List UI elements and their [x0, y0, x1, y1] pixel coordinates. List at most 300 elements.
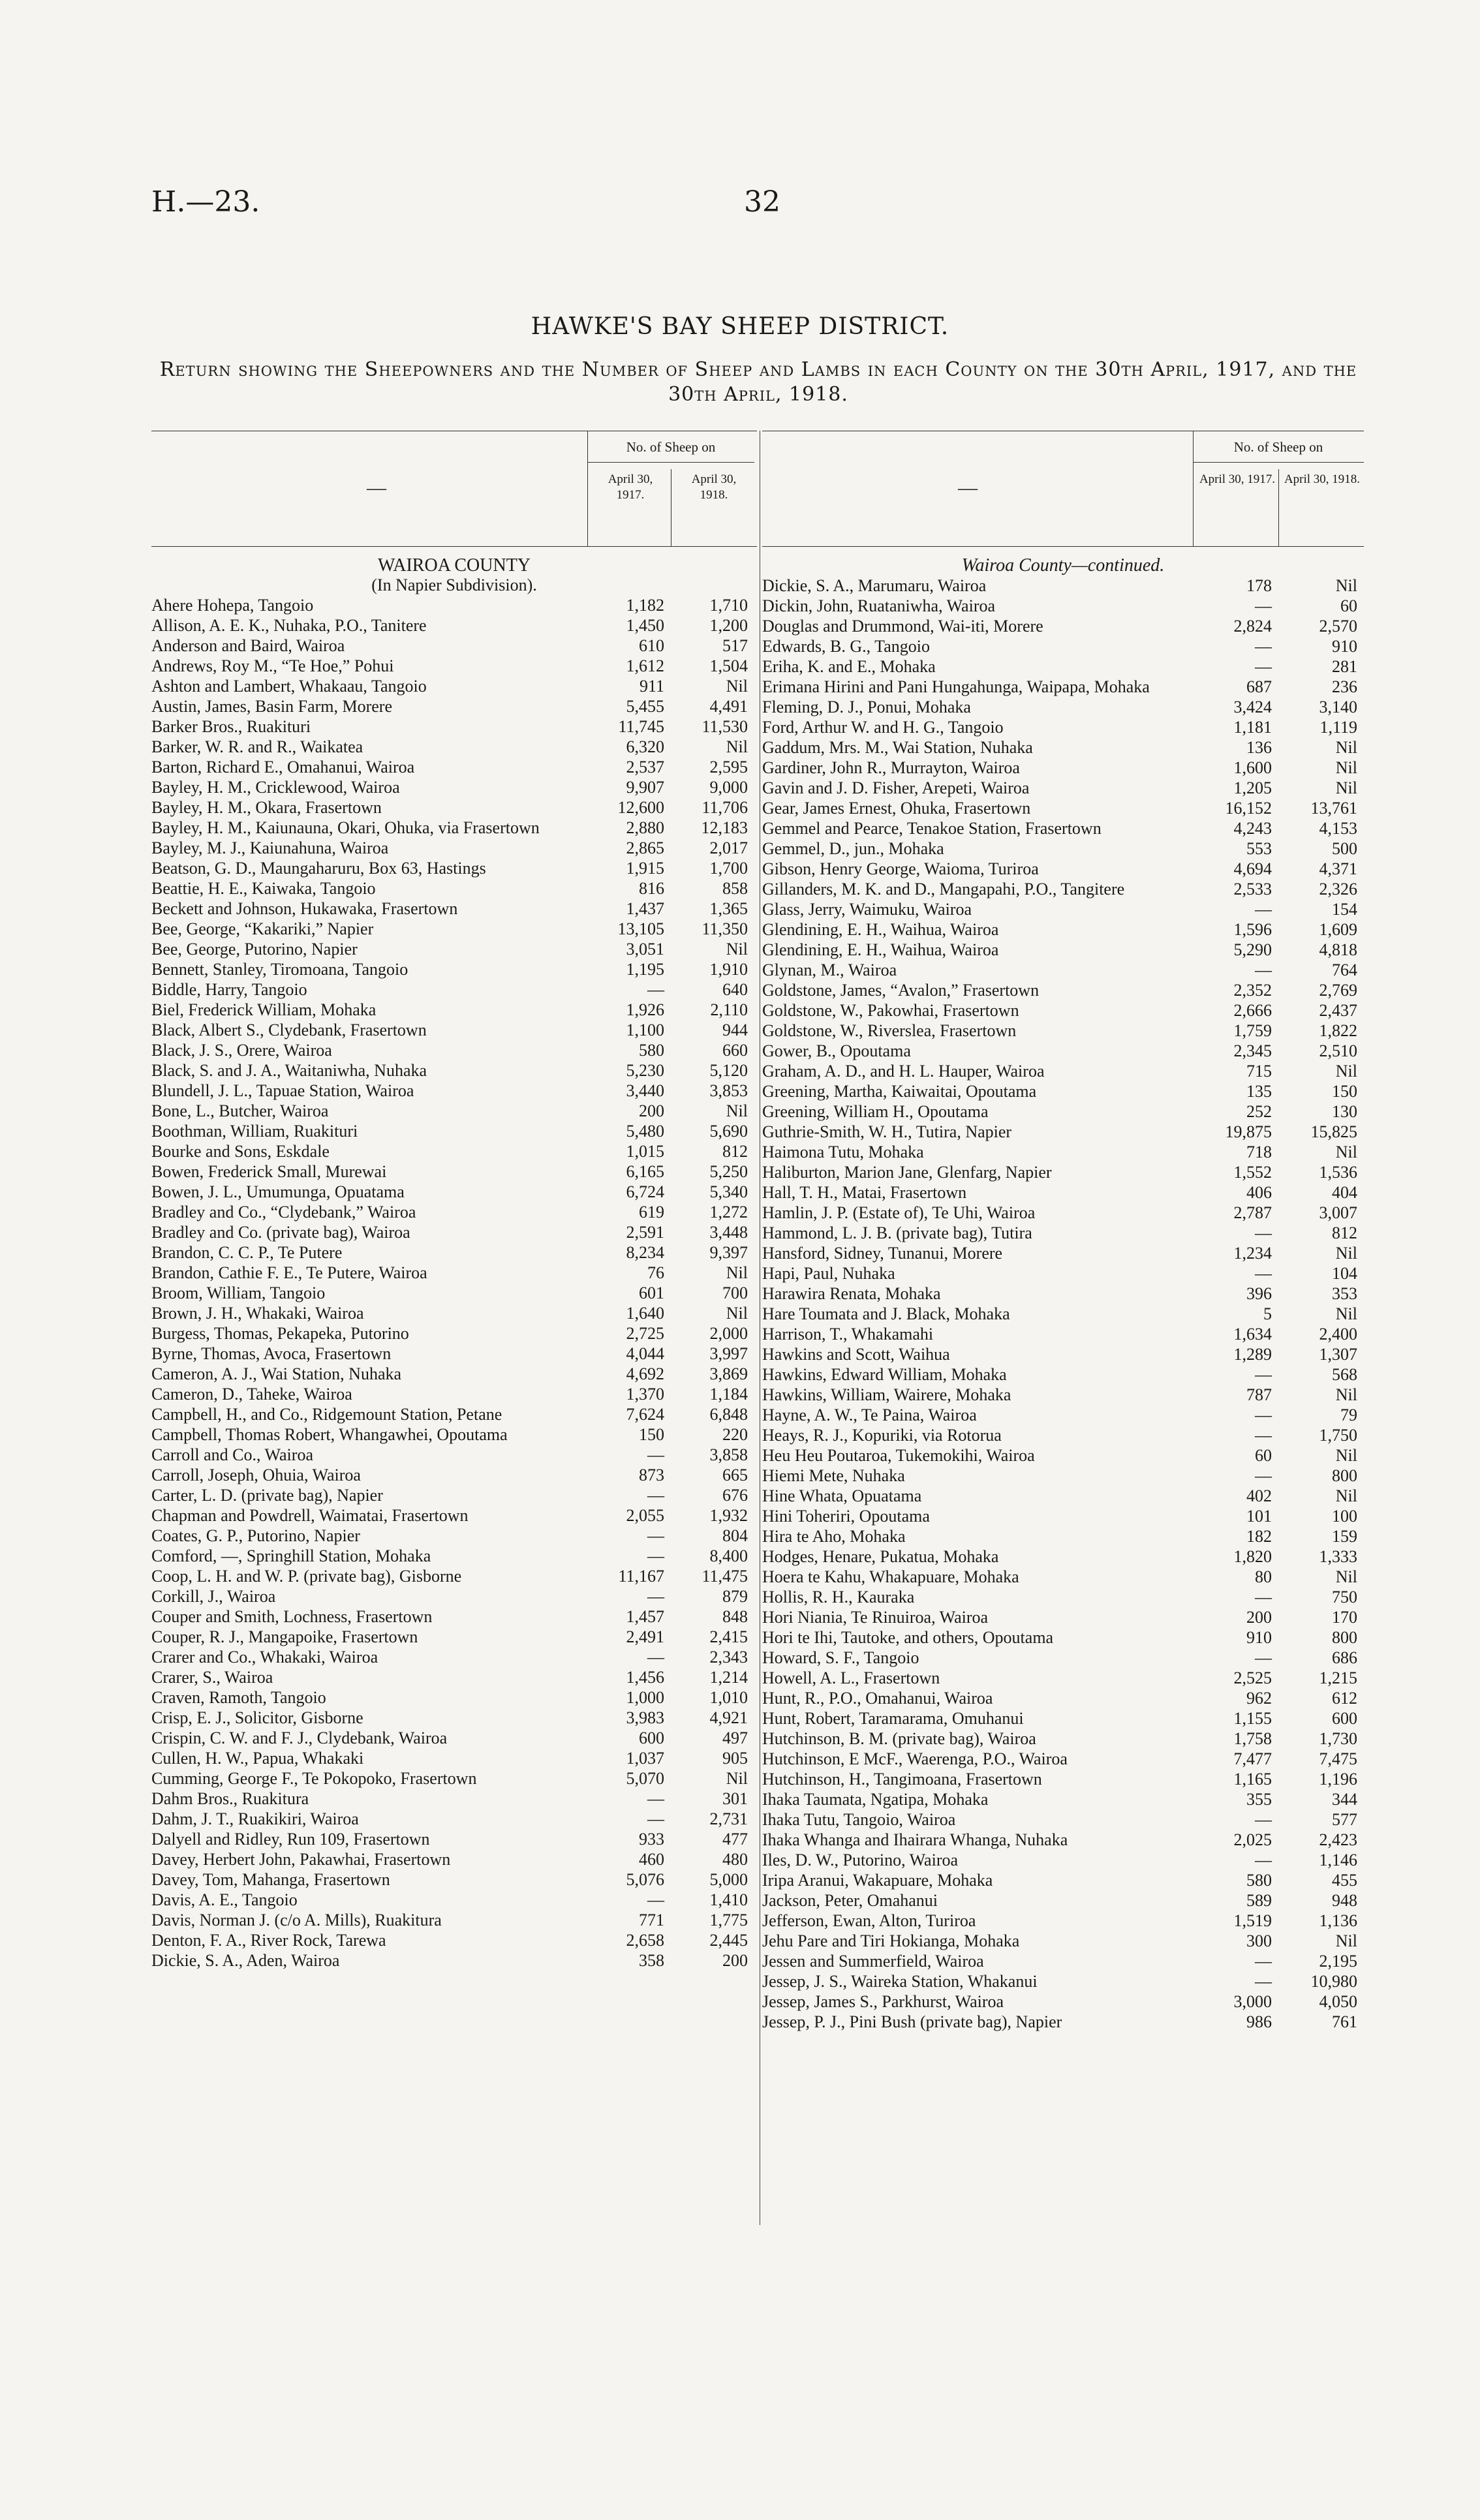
sheep-count-1918: 11,706 — [701, 798, 748, 817]
sheep-count-1918: 2,110 — [710, 1000, 748, 1019]
sheep-count-1918: 750 — [1332, 1588, 1357, 1606]
sheep-count-1917: — — [647, 1445, 664, 1464]
owner-name: Bayley, H. M., Cricklewood, Wairoa — [151, 778, 400, 797]
table-row — [762, 737, 1364, 758]
sheep-count-1917: 5,230 — [626, 1061, 664, 1080]
owner-name: Hira te Aho, Mohaka — [762, 1527, 906, 1546]
table-row — [762, 1769, 1364, 1789]
sheep-count-1918: 4,153 — [1319, 819, 1357, 838]
section-subtitle: (In Napier Subdivision). — [371, 576, 537, 594]
owner-name: Barker Bros., Ruakituri — [151, 717, 311, 736]
table-row — [151, 1202, 757, 1222]
table-row — [151, 1647, 757, 1667]
sheep-count-1917: 4,044 — [626, 1344, 664, 1363]
section-title: WAIROA COUNTY — [377, 555, 531, 576]
sheep-count-1917: 1,926 — [626, 1000, 664, 1019]
owner-name: Hini Toheriri, Opoutama — [762, 1507, 930, 1526]
owner-name: Crarer, S., Wairoa — [151, 1668, 273, 1687]
sheep-count-1917: 5,076 — [626, 1870, 664, 1889]
owner-name: Hine Whata, Opuatama — [762, 1486, 922, 1505]
table-row — [762, 576, 1364, 596]
owner-name: Iripa Aranui, Wakapuare, Mohaka — [762, 1871, 993, 1890]
table-row — [151, 1809, 757, 1829]
table-row — [762, 1000, 1364, 1021]
sheep-count-1917: 1,195 — [626, 960, 664, 979]
sheep-count-1918: 104 — [1332, 1264, 1357, 1283]
sheep-count-1917: 19,875 — [1225, 1122, 1272, 1141]
table-row — [762, 818, 1364, 838]
sheep-count-1917: 406 — [1246, 1183, 1272, 1202]
owner-name: Brown, J. H., Whakaki, Wairoa — [151, 1304, 364, 1323]
table-row — [762, 1587, 1364, 1607]
owner-name: Heu Heu Poutaroa, Tukemokihi, Wairoa — [762, 1446, 1035, 1465]
sheep-count-1917: 1,437 — [626, 899, 664, 918]
owner-name: Gemmel and Pearce, Tenakoe Station, Frasertown — [762, 819, 1102, 838]
table-row — [762, 1870, 1364, 1890]
owner-name: Beatson, G. D., Maungaharuru, Box 63, Hastings — [151, 859, 486, 878]
sheep-count-1918: 236 — [1332, 677, 1357, 696]
sheep-count-1917: 1,450 — [626, 616, 664, 635]
sheep-count-1918: 1,184 — [709, 1385, 748, 1404]
sheep-count-1918: 3,853 — [709, 1081, 748, 1100]
table-row — [762, 1405, 1364, 1425]
table-row — [762, 1466, 1364, 1486]
table-row — [762, 717, 1364, 737]
table-row — [762, 1101, 1364, 1122]
sheep-count-1917: — — [1255, 1588, 1272, 1606]
sheep-count-1917: 1,820 — [1233, 1547, 1272, 1566]
sheep-count-1917: — — [1255, 1851, 1272, 1869]
owner-name: Jessep, J. S., Waireka Station, Whakanui — [762, 1972, 1038, 1991]
sheep-count-1918: 910 — [1332, 637, 1357, 656]
table-row — [151, 1020, 757, 1040]
sheep-count-1918: Nil — [1335, 1931, 1357, 1950]
sheep-count-1918: 1,136 — [1319, 1911, 1357, 1930]
table-row — [151, 737, 757, 757]
sheep-count-1917: 962 — [1246, 1689, 1272, 1708]
sheep-count-1918: 800 — [1332, 1466, 1357, 1485]
owner-name: Dalyell and Ridley, Run 109, Frasertown — [151, 1830, 430, 1849]
sheep-count-1917: 2,725 — [626, 1324, 664, 1343]
sheep-count-1918: 1,775 — [709, 1911, 748, 1929]
sheep-count-1917: 718 — [1246, 1143, 1272, 1161]
sheep-count-1917: 910 — [1246, 1628, 1272, 1647]
sheep-count-1918: 1,710 — [709, 596, 748, 615]
table-row — [762, 1283, 1364, 1304]
sheep-count-1918: 905 — [722, 1749, 748, 1768]
sheep-count-1918: 4,491 — [709, 697, 748, 716]
sheep-count-1918: 879 — [722, 1587, 748, 1606]
sheep-count-1917: 2,025 — [1233, 1830, 1272, 1849]
sheep-count-1918: 944 — [722, 1021, 748, 1039]
sheep-count-1918: Nil — [1335, 1244, 1357, 1263]
owner-name: Hutchinson, E McF., Waerenga, P.O., Wairoa — [762, 1749, 1068, 1768]
owner-name: Greening, Martha, Kaiwaitai, Opoutama — [762, 1082, 1037, 1101]
sheep-count-1917: — — [1255, 1365, 1272, 1384]
table-row — [762, 1364, 1364, 1385]
table-row — [151, 1263, 757, 1283]
sheep-count-1918: 858 — [722, 879, 748, 898]
sheep-count-1917: 2,666 — [1233, 1001, 1272, 1020]
sheep-count-1918: 9,000 — [709, 778, 748, 797]
table-row — [151, 1667, 757, 1687]
owner-name: Goldstone, W., Pakowhai, Frasertown — [762, 1001, 1019, 1020]
sheep-count-1918: 2,731 — [709, 1809, 748, 1828]
sheep-count-1917: 2,491 — [626, 1627, 664, 1646]
table-row — [151, 1040, 757, 1060]
sheep-count-1918: 3,869 — [709, 1364, 748, 1383]
owner-name: Hayne, A. W., Te Paina, Wairoa — [762, 1406, 977, 1424]
table-row — [762, 1021, 1364, 1041]
header-rule — [1278, 469, 1279, 546]
table-row — [762, 1203, 1364, 1223]
table-row — [762, 1223, 1364, 1243]
table-row — [151, 1384, 757, 1404]
owner-name: Jessep, James S., Parkhurst, Wairoa — [762, 1992, 1004, 2011]
owner-name: Haliburton, Marion Jane, Glenfarg, Napier — [762, 1163, 1052, 1182]
table-row — [151, 1546, 757, 1566]
sheep-count-1918: 2,017 — [709, 838, 748, 857]
owner-name: Hoera te Kahu, Whakapuare, Mohaka — [762, 1567, 1019, 1586]
sheep-count-1917: 8,234 — [626, 1243, 664, 1262]
owner-name: Hamlin, J. P. (Estate of), Te Uhi, Wairoa — [762, 1203, 1036, 1222]
table-row — [151, 656, 757, 676]
table-row — [762, 1385, 1364, 1405]
table-row — [151, 757, 757, 777]
sheep-count-1917: 3,440 — [626, 1081, 664, 1100]
right-table-rows — [762, 576, 1364, 2032]
section-title: Wairoa County—continued. — [961, 555, 1165, 576]
sheep-count-1917: 200 — [1246, 1608, 1272, 1627]
table-row — [762, 1789, 1364, 1809]
table-row — [762, 1951, 1364, 1971]
sheep-count-1918: 686 — [1332, 1648, 1357, 1667]
owner-name: Allison, A. E. K., Nuhaka, P.O., Tanitere — [151, 616, 427, 635]
table-row — [151, 1465, 757, 1485]
sheep-count-1918: Nil — [726, 1263, 748, 1282]
owner-name: Ashton and Lambert, Whakaau, Tangoio — [151, 677, 427, 696]
sheep-count-1918: 3,448 — [709, 1223, 748, 1242]
sheep-count-1918: 7,475 — [1319, 1749, 1357, 1768]
owner-name: Cameron, D., Taheke, Wairoa — [151, 1385, 352, 1404]
owner-name: Davey, Tom, Mahanga, Frasertown — [151, 1870, 390, 1889]
owner-name: Jessen and Summerfield, Wairoa — [762, 1952, 984, 1971]
sheep-count-1918: 100 — [1332, 1507, 1357, 1526]
sheep-count-1917: 1,015 — [626, 1142, 664, 1161]
sheep-count-1918: 2,326 — [1319, 880, 1357, 899]
sheep-count-1918: 1,410 — [709, 1890, 748, 1909]
name-header-dash: — — [367, 477, 386, 499]
owner-name: Glendining, E. H., Waihua, Wairoa — [762, 940, 999, 959]
sheep-count-1918: 4,371 — [1319, 859, 1357, 878]
owner-name: Hutchinson, B. M. (private bag), Wairoa — [762, 1729, 1036, 1748]
sheep-count-1917: — — [647, 1486, 664, 1505]
sheep-count-1918: 660 — [722, 1041, 748, 1060]
sheep-count-1918: 455 — [1332, 1871, 1357, 1890]
sheep-count-1917: 933 — [639, 1830, 664, 1849]
owner-name: Howard, S. F., Tangoio — [762, 1648, 919, 1667]
table-row — [762, 1324, 1364, 1344]
sheep-count-1918: Nil — [726, 1101, 748, 1120]
sheep-count-1917: 1,612 — [626, 656, 664, 675]
owner-name: Heays, R. J., Kopuriki, via Rotorua — [762, 1426, 1002, 1445]
owner-name: Hammond, L. J. B. (private bag), Tutira — [762, 1223, 1032, 1242]
sheep-count-1917: — — [1255, 1810, 1272, 1829]
table-row — [762, 838, 1364, 859]
owner-name: Gower, B., Opoutama — [762, 1041, 911, 1060]
table-row — [762, 1243, 1364, 1263]
april-1917-header: April 30, 1917. — [1199, 472, 1276, 486]
owner-name: Andrews, Roy M., “Te Hoe,” Pohui — [151, 656, 394, 675]
table-row — [762, 879, 1364, 899]
table-row — [151, 1890, 757, 1910]
page-reference: H.—23. — [151, 185, 260, 219]
owner-name: Davis, Norman J. (c/o A. Mills), Ruakitura — [151, 1911, 442, 1929]
sheep-count-1917: 2,352 — [1233, 981, 1272, 1000]
table-row — [151, 1586, 757, 1606]
sheep-count-1917: 1,640 — [626, 1304, 664, 1323]
owner-name: Davis, A. E., Tangoio — [151, 1890, 298, 1909]
table-row — [151, 1627, 757, 1647]
sheep-count-1918: 1,272 — [709, 1203, 748, 1222]
sheep-count-1918: 1,215 — [1319, 1668, 1357, 1687]
owner-name: Corkill, J., Wairoa — [151, 1587, 276, 1606]
table-row — [151, 716, 757, 737]
owner-name: Dahm, J. T., Ruakikiri, Wairoa — [151, 1809, 359, 1828]
owner-name: Coop, L. H. and W. P. (private bag), Gisborne — [151, 1567, 462, 1586]
sheep-count-1917: 4,694 — [1233, 859, 1272, 878]
table-row — [762, 1991, 1364, 2012]
sheep-count-1918: 3,858 — [709, 1445, 748, 1464]
table-row — [762, 1344, 1364, 1364]
sheep-count-1917: 2,525 — [1233, 1668, 1272, 1687]
sheep-count-1917: — — [1255, 1406, 1272, 1424]
sheep-count-1917: 358 — [639, 1951, 664, 1970]
sheep-count-1918: Nil — [1335, 1446, 1357, 1465]
table-row — [762, 1729, 1364, 1749]
sheep-count-1917: — — [1255, 657, 1272, 676]
sheep-count-1917: 1,037 — [626, 1749, 664, 1768]
owner-name: Dahm Bros., Ruakitura — [151, 1789, 309, 1808]
sheep-count-1918: 170 — [1332, 1608, 1357, 1627]
owner-name: Iles, D. W., Putorino, Wairoa — [762, 1851, 959, 1869]
table-row — [762, 940, 1364, 960]
sheep-count-1918: 5,340 — [709, 1182, 748, 1201]
sheep-count-1917: 873 — [639, 1466, 664, 1484]
sheep-count-1917: 600 — [639, 1729, 664, 1747]
owner-name: Crarer and Co., Whakaki, Wairoa — [151, 1648, 378, 1667]
sheep-count-1918: 1,609 — [1319, 920, 1357, 939]
owner-name: Crispin, C. W. and F. J., Clydebank, Wairoa — [151, 1729, 448, 1747]
owner-name: Anderson and Baird, Wairoa — [151, 636, 345, 655]
table-row — [151, 818, 757, 838]
sheep-count-1917: 16,152 — [1225, 799, 1272, 818]
owner-name: Couper and Smith, Lochness, Frasertown — [151, 1607, 433, 1626]
sheep-count-1917: 1,456 — [626, 1668, 664, 1687]
sheep-count-1917: — — [1255, 1223, 1272, 1242]
table-row — [762, 1041, 1364, 1061]
sheep-count-1917: 610 — [639, 636, 664, 655]
table-row — [151, 1768, 757, 1789]
owner-name: Denton, F. A., River Rock, Tarewa — [151, 1931, 386, 1950]
table-row — [151, 1485, 757, 1505]
owner-name: Beckett and Johnson, Hukawaka, Frasertown — [151, 899, 458, 918]
table-row — [151, 1303, 757, 1323]
owner-name: Gaddum, Mrs. M., Wai Station, Nuhaka — [762, 738, 1033, 757]
owner-name: Guthrie-Smith, W. H., Tutira, Napier — [762, 1122, 1012, 1141]
sheep-count-1918: 568 — [1332, 1365, 1357, 1384]
owner-name: Jefferson, Ewan, Alton, Turiroa — [762, 1911, 976, 1930]
sheep-count-1918: 676 — [722, 1486, 748, 1505]
table-row — [762, 1911, 1364, 1931]
owner-name: Barton, Richard E., Omahanui, Wairoa — [151, 758, 415, 776]
sheep-count-1918: 1,730 — [1319, 1729, 1357, 1748]
sheep-count-1917: 1,165 — [1233, 1770, 1272, 1789]
sheep-count-1917: 1,600 — [1233, 758, 1272, 777]
sheep-count-1918: 1,200 — [709, 616, 748, 635]
owner-name: Glendining, E. H., Waihua, Wairoa — [762, 920, 999, 939]
owner-name: Bone, L., Butcher, Wairoa — [151, 1101, 329, 1120]
sheep-count-1918: Nil — [1335, 576, 1357, 595]
page-number: 32 — [744, 185, 780, 219]
table-row — [762, 1546, 1364, 1567]
sheep-count-1917: 2,880 — [626, 818, 664, 837]
owner-name: Glass, Jerry, Waimuku, Wairoa — [762, 900, 972, 919]
table-row — [151, 797, 757, 818]
sheep-count-1918: 2,400 — [1319, 1325, 1357, 1344]
sheep-count-1918: 5,250 — [709, 1162, 748, 1181]
table-row — [762, 919, 1364, 940]
sheep-count-1918: 497 — [722, 1729, 748, 1747]
sheep-count-1917: 1,182 — [626, 596, 664, 615]
sheep-count-1917: 1,100 — [626, 1021, 664, 1039]
sheep-count-1918: 1,536 — [1319, 1163, 1357, 1182]
sheep-count-1917: 7,477 — [1233, 1749, 1272, 1768]
sheep-count-1918: 1,146 — [1319, 1851, 1357, 1869]
sheep-count-1918: 2,000 — [709, 1324, 748, 1343]
table-row — [151, 1708, 757, 1728]
owner-name: Dickie, S. A., Marumaru, Wairoa — [762, 576, 987, 595]
owner-name: Haimona Tutu, Mohaka — [762, 1143, 924, 1161]
table-row — [151, 676, 757, 696]
april-1917-header: April 30, 1917. — [608, 472, 653, 502]
sheep-count-1918: 700 — [722, 1283, 748, 1302]
sheep-count-1917: 7,624 — [626, 1405, 664, 1424]
sheep-count-1917: — — [1255, 1972, 1272, 1991]
sheep-count-1918: 1,932 — [709, 1506, 748, 1525]
table-row — [762, 1061, 1364, 1081]
sheep-count-1918: 2,570 — [1319, 617, 1357, 636]
owner-name: Glynan, M., Wairoa — [762, 960, 897, 979]
table-row — [762, 1971, 1364, 1991]
sheep-count-1918: 11,530 — [701, 717, 748, 736]
table-row — [151, 1829, 757, 1849]
owner-name: Jehu Pare and Tiri Hokianga, Mohaka — [762, 1931, 1020, 1950]
table-row — [151, 878, 757, 899]
sheep-count-1918: 9,397 — [709, 1243, 748, 1262]
sheep-count-1917: 1,915 — [626, 859, 664, 878]
sheep-count-1917: 4,692 — [626, 1364, 664, 1383]
table-row — [762, 1445, 1364, 1466]
sheep-count-1918: 5,690 — [709, 1122, 748, 1141]
table-row — [151, 1849, 757, 1869]
sheep-count-1917: 101 — [1246, 1507, 1272, 1526]
sheep-count-1917: 9,907 — [626, 778, 664, 797]
sheep-count-1917: — — [1255, 960, 1272, 979]
sheep-count-1918: 1,365 — [709, 899, 748, 918]
sheep-count-1917: 580 — [639, 1041, 664, 1060]
sheep-count-1918: 15,825 — [1310, 1122, 1357, 1141]
table-row — [762, 1668, 1364, 1688]
sheep-count-1918: 404 — [1332, 1183, 1357, 1202]
sheep-count-1918: 600 — [1332, 1709, 1357, 1728]
sheep-count-1917: 1,181 — [1233, 718, 1272, 737]
sheep-count-1917: 589 — [1246, 1891, 1272, 1910]
owner-name: Campbell, H., and Co., Ridgemount Station, Petane — [151, 1405, 502, 1424]
owner-name: Jessep, P. J., Pini Bush (private bag), Napier — [762, 2012, 1062, 2031]
sheep-count-1917: 3,051 — [626, 940, 664, 959]
sheep-count-1918: 948 — [1332, 1891, 1357, 1910]
sheep-count-1917: — — [647, 980, 664, 999]
sheep-count-1918: 4,050 — [1319, 1992, 1357, 2011]
owner-name: Hawkins, Edward William, Mohaka — [762, 1365, 1007, 1384]
sheep-count-1918: 4,818 — [1319, 940, 1357, 959]
table-row — [762, 1081, 1364, 1101]
sheep-count-1918: Nil — [1335, 1486, 1357, 1505]
owner-name: Davey, Herbert John, Pakawhai, Frasertown — [151, 1850, 451, 1869]
sheep-count-1917: 3,000 — [1233, 1992, 1272, 2011]
sheep-count-1918: Nil — [1335, 738, 1357, 757]
owner-name: Bourke and Sons, Eskdale — [151, 1142, 330, 1161]
owner-name: Hodges, Henare, Pukatua, Mohaka — [762, 1547, 999, 1566]
sheep-count-1917: 150 — [639, 1425, 664, 1444]
owner-name: Hori te Ihi, Tautoke, and others, Opoutama — [762, 1628, 1054, 1647]
sheep-count-1917: 355 — [1246, 1790, 1272, 1809]
sheep-count-1917: 601 — [639, 1283, 664, 1302]
sheep-count-1918: 150 — [1332, 1082, 1357, 1101]
sheep-count-1917: 553 — [1246, 839, 1272, 858]
table-row — [151, 838, 757, 858]
owner-name: Brandon, C. C. P., Te Putere — [151, 1243, 343, 1262]
owner-name: Bee, George, Putorino, Napier — [151, 940, 358, 959]
owner-name: Dickin, John, Ruataniwha, Wairoa — [762, 596, 996, 615]
table-row — [762, 1526, 1364, 1546]
table-row — [762, 1506, 1364, 1526]
table-row — [151, 858, 757, 878]
owner-name: Barker, W. R. and R., Waikatea — [151, 737, 363, 756]
sheep-count-1918: Nil — [726, 737, 748, 756]
table-row — [151, 1566, 757, 1586]
table-row — [151, 959, 757, 979]
table-row — [151, 919, 757, 939]
sheep-count-1917: 1,000 — [626, 1688, 664, 1707]
table-row — [151, 1141, 757, 1161]
sheep-count-1917: 5,070 — [626, 1769, 664, 1788]
owner-name: Chapman and Powdrell, Waimatai, Frasertown — [151, 1506, 469, 1525]
sheep-count-1918: 812 — [1332, 1223, 1357, 1242]
table-row — [151, 1222, 757, 1242]
table-row — [762, 899, 1364, 919]
sheep-count-1918: 6,848 — [709, 1405, 748, 1424]
table-row — [151, 1445, 757, 1465]
sheep-count-1917: 1,596 — [1233, 920, 1272, 939]
sheep-count-1917: 1,370 — [626, 1385, 664, 1404]
sheep-count-1918: 2,195 — [1319, 1952, 1357, 1971]
sheep-count-1917: — — [647, 1587, 664, 1606]
sheep-count-1918: 353 — [1332, 1284, 1357, 1303]
sheep-count-1918: 1,333 — [1319, 1547, 1357, 1566]
sheep-count-1917: 3,424 — [1233, 698, 1272, 716]
